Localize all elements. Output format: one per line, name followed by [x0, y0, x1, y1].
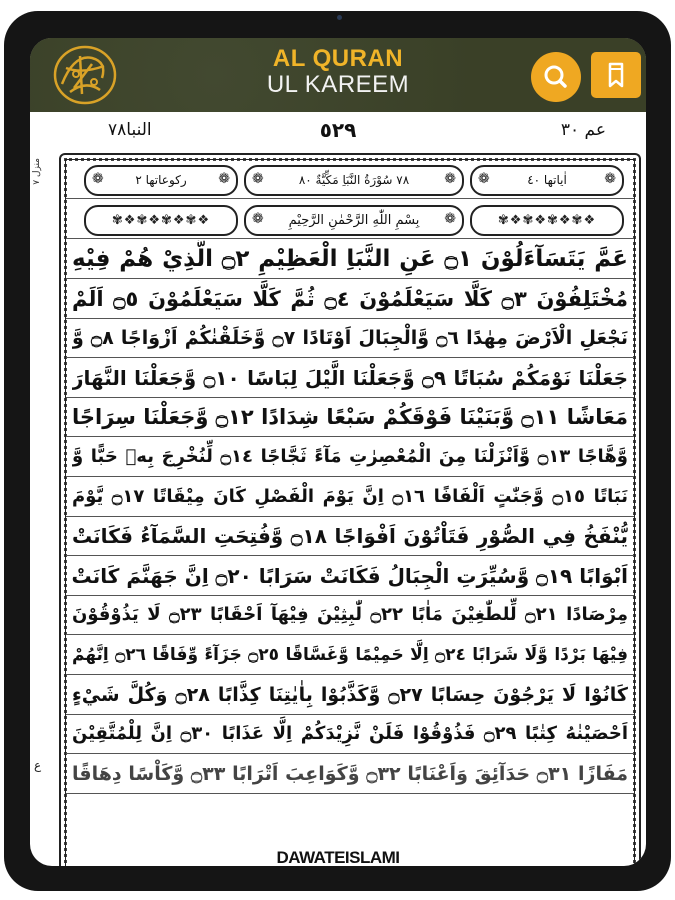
quran-page-frame — [59, 153, 641, 866]
verse-line-row — [66, 319, 634, 358]
verse-line-row — [66, 478, 634, 517]
verse-line: جَعَلْنَا نَوْمَكُمْ سُبَاتًا ۝٩ وَّجَعَلْنَا الَّيْلَ لِبَاسًا ۝١٠ وَّجَعَلْنَا النَّهَارَ — [72, 365, 628, 390]
ornament-panel-left: ❖✾❖✾❖✾❖✾ — [84, 205, 238, 236]
bismillah-row — [66, 200, 634, 239]
verse-line-row — [66, 240, 634, 279]
ayat-count-cartouche: ❁ اٰیاتها ٤٠ ❁ — [470, 165, 624, 196]
page-number: ٥٢٩ — [319, 118, 357, 142]
verse-line-row — [66, 359, 634, 398]
verse-line-row — [66, 280, 634, 319]
ornament-panel-right: ❖✾❖✾❖✾❖✾ — [470, 205, 624, 236]
quran-text-area — [65, 159, 635, 866]
verse-line-row — [66, 636, 634, 675]
camera-dot — [337, 15, 342, 20]
bismillah: ❁ بِسْمِ اللّٰهِ الرَّحْمٰنِ الرَّحِيْمِ ❁ — [244, 205, 464, 236]
verse-line: اَبْوَابًا ۝١٩ وَّسُيِّرَتِ الْجِبَالُ فَكَانَتْ سَرَابًا ۝٢٠ اِنَّ جَهَنَّمَ كَانَتْ — [72, 563, 628, 588]
app-header — [30, 38, 646, 112]
app-title-line1: AL QURAN — [272, 45, 404, 72]
verse-line-row — [66, 398, 634, 437]
verse-line: نَجْعَلِ الْاَرْضَ مِهٰدًا ۝٦ وَّالْجِبَالَ اَوْتَادًا ۝٧ وَّخَلَقْنٰكُمْ اَزْوَاجًا ۝٨ وَّ — [72, 327, 628, 350]
surah-name-label: النبا٧٨ — [108, 120, 152, 140]
verse-line-row — [66, 517, 634, 556]
ruku-count-cartouche: ❁ رکوعاتها ٢ ❁ — [84, 165, 238, 196]
verse-line: يُّنْفَخُ فِي الصُّوْرِ فَتَاْتُوْنَ اَفْوَاجًا ۝١٨ وَّفُتِحَتِ السَّمَآءُ فَكَانَتْ — [72, 524, 628, 549]
verse-line-row — [66, 715, 634, 754]
verse-line: اَحْصَيْنٰهُ كِتٰبًا ۝٢٩ فَذُوْقُوْا فَلَنْ نَّزِيْدَكُمْ اِلَّا عَذَابًا ۝٣٠ اِنَّ لِلْمُتَّقِيْنَ — [72, 723, 628, 745]
bookmark-icon — [591, 52, 641, 98]
ruku-marker: ع — [34, 758, 42, 772]
verse-line-row — [66, 438, 634, 477]
search-button[interactable] — [531, 52, 581, 102]
tablet-frame — [4, 11, 671, 891]
page-header — [30, 120, 646, 146]
manzil-marker: منزل ۷ — [32, 158, 42, 185]
verse-line: كَانُوْا لَا يَرْجُوْنَ حِسَابًا ۝٢٧ وَّكَذَّبُوْا بِاٰيٰتِنَا كِذَّابًا ۝٢٨ وَكُلَّ شَيْءٍ — [72, 683, 628, 706]
search-icon — [531, 52, 581, 102]
verse-line: مِرْصَادًا ۝٢١ لِّلطّٰغِيْنَ مَاٰبًا ۝٢٢ لّٰبِثِيْنَ فِيْهَآ اَحْقَابًا ۝٢٣ لَا يَذُوْقُوْنَ — [72, 604, 628, 626]
verse-line: نَبَاتًا ۝١٥ وَّجَنّٰتٍ اَلْفَافًا ۝١٦ اِنَّ يَوْمَ الْفَصْلِ كَانَ مِيْقَاتًا ۝١٧ يَّوْمَ — [72, 485, 628, 507]
verse-line: فِيْهَا بَرْدًا وَّلَا شَرَابًا ۝٢٤ اِلَّا حَمِيْمًا وَّغَسَّاقًا ۝٢٥ جَزَآءً وِّفَاقًا ۝٢٦ اِنَّهُمْ — [72, 645, 628, 665]
app-screen — [30, 38, 646, 866]
verse-line-row — [66, 596, 634, 635]
para-label: عم ٣٠ — [560, 120, 606, 140]
surah-name-cartouche: ❁ ٧٨ سُوْرَةُ النَّبَاِ مَكِّيَّةٌ ٨٠ ❁ — [244, 165, 464, 196]
verse-line: مُخْتَلِفُوْنَ ۝٣ كَلَّا سَيَعْلَمُوْنَ ۝٤ ثُمَّ كَلَّا سَيَعْلَمُوْنَ ۝٥ اَلَمْ — [72, 286, 628, 311]
bookmark-button[interactable] — [591, 52, 641, 98]
verse-line: مَعَاشًا ۝١١ وَّبَنَيْنَا فَوْقَكُمْ سَبْعًا شِدَادًا ۝١٢ وَّجَعَلْنَا سِرَاجًا — [72, 405, 628, 430]
verse-line: مَفَازًا ۝٣١ حَدَآئِقَ وَاَعْنَابًا ۝٣٢ وَّكَوَاعِبَ اَتْرَابًا ۝٣٣ وَّكَاْسًا دِهَاقًا — [72, 762, 628, 785]
verse-line-row — [66, 676, 634, 715]
app-title-line2: UL KAREEM — [266, 71, 410, 98]
verse-line: عَمَّ يَتَسَآءَلُوْنَ ۝١ عَنِ النَّبَاِ الْعَظِيْمِ ۝٢ الَّذِيْ هُمْ فِيْهِ — [72, 246, 628, 272]
surah-title-row — [66, 160, 634, 199]
dawateislami-logo: DAWATEISLAMI — [276, 848, 400, 866]
verse-line-row — [66, 755, 634, 794]
verse-line-row — [66, 557, 634, 596]
verse-line: وَّهَّاجًا ۝١٣ وَّاَنْزَلْنَا مِنَ الْمُعْصِرٰتِ مَآءً ثَجَّاجًا ۝١٤ لِّنُخْرِجَ بِهٖ حَبًّا وَّ — [72, 446, 628, 467]
